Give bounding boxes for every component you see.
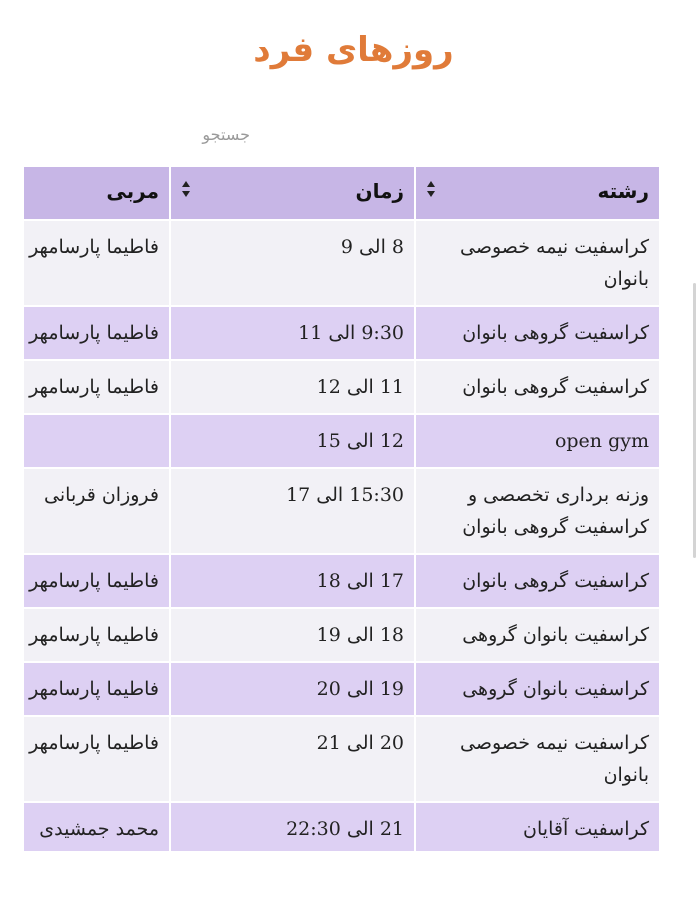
cell-coach: فاطیما پارسامهر: [24, 554, 170, 608]
cell-field: کراسفیت بانوان گروهی: [415, 662, 660, 716]
table-row: [24, 802, 660, 851]
column-header-field-label: رشته: [597, 179, 649, 203]
cell-field: کراسفیت گروهی بانوان: [415, 306, 660, 360]
cell-field: کراسفیت بانوان گروهی: [415, 608, 660, 662]
cell-coach: فروزان قربانی: [24, 468, 170, 554]
cell-time: 11 الی 12: [170, 360, 415, 414]
cell-coach: [24, 414, 170, 468]
page-scrollbar[interactable]: [693, 283, 696, 558]
column-header-time-label: زمان: [355, 179, 404, 203]
cell-field: open gym: [415, 414, 660, 468]
column-header-coach-label: مربی: [106, 179, 159, 203]
column-header-field[interactable]: [415, 166, 660, 220]
cell-time: 9:30 الی 11: [170, 306, 415, 360]
column-header-coach[interactable]: [24, 166, 170, 220]
table-row: [24, 414, 660, 468]
cell-field: کراسفیت نیمه خصوصی بانوان: [415, 220, 660, 306]
schedule-table: [24, 165, 661, 851]
cell-field: وزنه برداری تخصصی و کراسفیت گروهی بانوان: [415, 468, 660, 554]
cell-time: 19 الی 20: [170, 662, 415, 716]
cell-time: 12 الی 15: [170, 414, 415, 468]
table-row: [24, 468, 660, 554]
sort-up-down-icon[interactable]: [426, 179, 436, 199]
cell-field: کراسفیت گروهی بانوان: [415, 360, 660, 414]
cell-coach: فاطیما پارسامهر: [24, 662, 170, 716]
table-row: [24, 220, 660, 306]
cell-coach: فاطیما پارسامهر: [24, 306, 170, 360]
cell-coach: محمد جمشیدی: [24, 802, 170, 851]
cell-time: 21 الی 22:30: [170, 802, 415, 851]
table-row: [24, 608, 660, 662]
cell-coach: فاطیما پارسامهر: [24, 220, 170, 306]
table-row: [24, 306, 660, 360]
cell-time: 8 الی 9: [170, 220, 415, 306]
cell-time: 17 الی 18: [170, 554, 415, 608]
sort-up-down-icon[interactable]: [181, 179, 191, 199]
cell-time: 15:30 الی 17: [170, 468, 415, 554]
cell-field: کراسفیت گروهی بانوان: [415, 554, 660, 608]
cell-coach: فاطیما پارسامهر: [24, 716, 170, 802]
cell-coach: فاطیما پارسامهر: [24, 360, 170, 414]
search-input[interactable]: [150, 118, 250, 150]
column-header-time[interactable]: [170, 166, 415, 220]
table-row: [24, 554, 660, 608]
table-row: [24, 360, 660, 414]
cell-coach: فاطیما پارسامهر: [24, 608, 170, 662]
cell-time: 18 الی 19: [170, 608, 415, 662]
schedule-table-viewport[interactable]: [24, 165, 661, 851]
cell-field: کراسفیت نیمه خصوصی بانوان: [415, 716, 660, 802]
table-header-row: [24, 166, 660, 220]
table-row: [24, 716, 660, 802]
page-title: روزهای فرد: [253, 30, 454, 70]
cell-field: کراسفیت آقایان: [415, 802, 660, 851]
cell-time: 20 الی 21: [170, 716, 415, 802]
table-row: [24, 662, 660, 716]
